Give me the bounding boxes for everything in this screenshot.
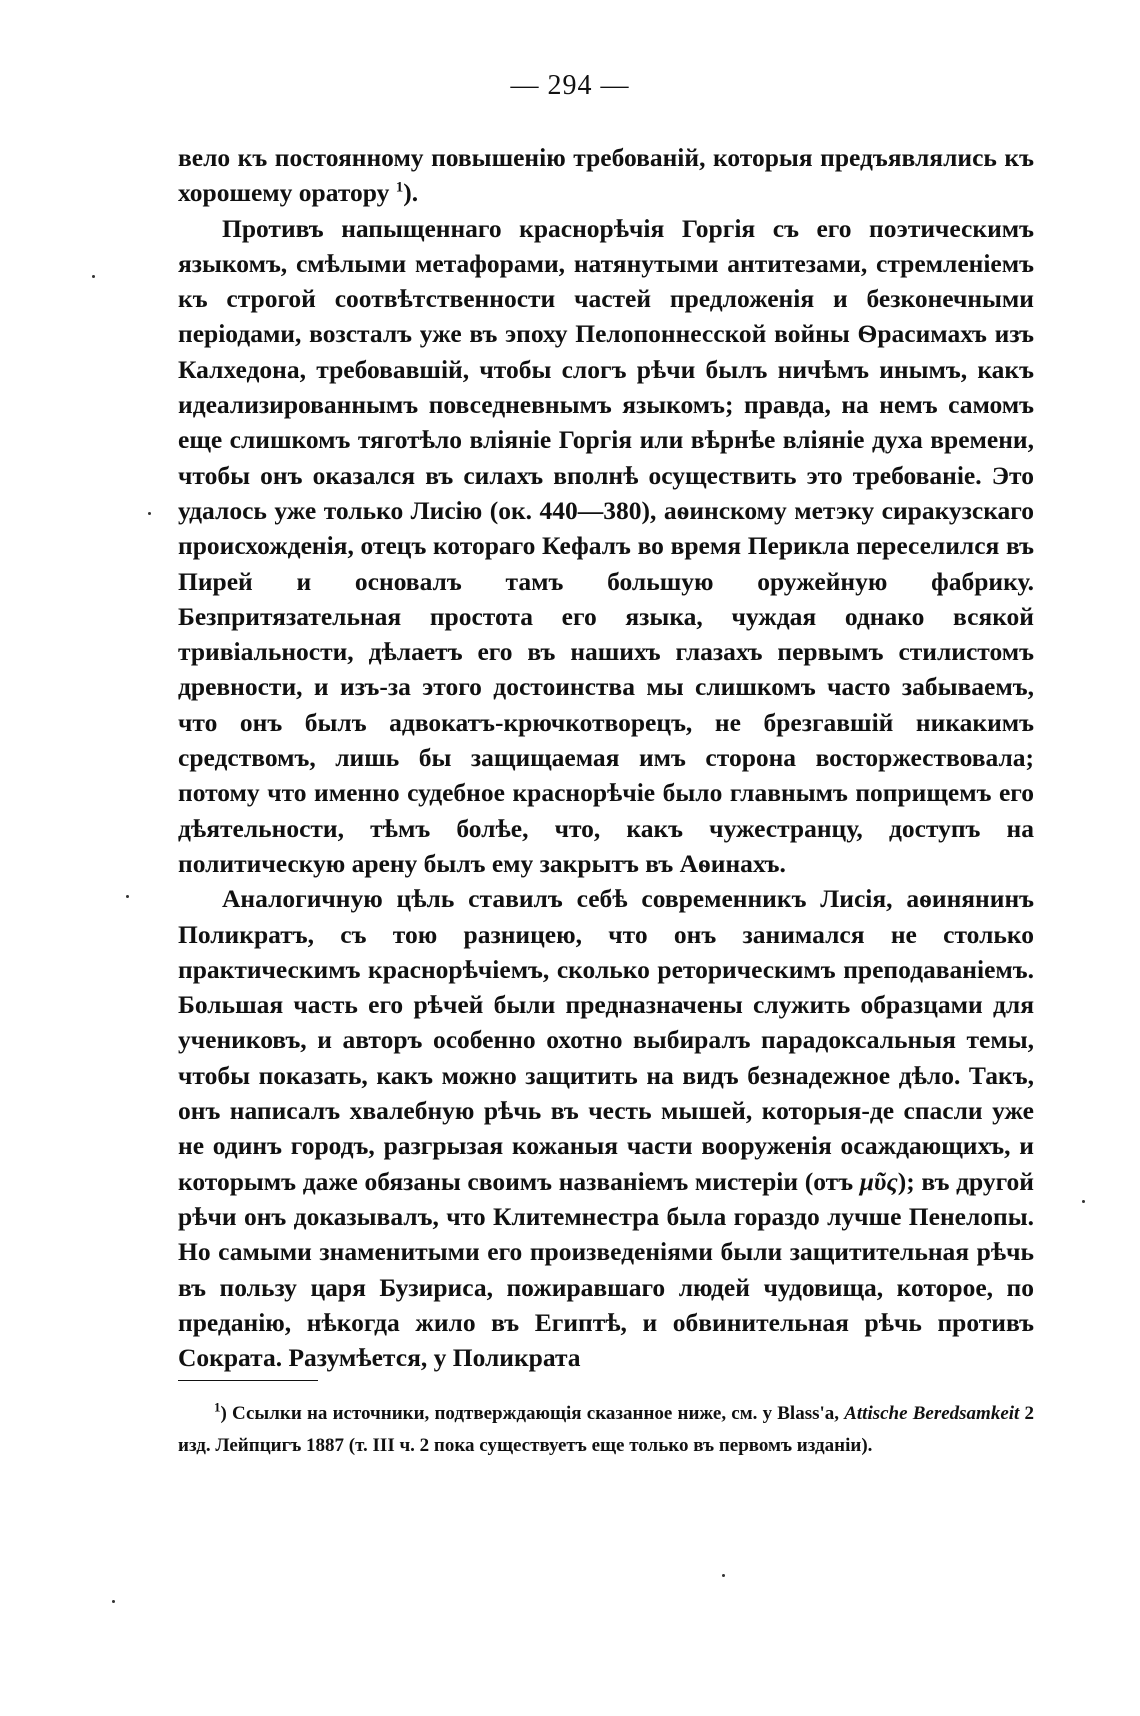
scan-speck	[1082, 1200, 1085, 1203]
paragraph-text: вело къ постоянному повышенію требованій, которыя предъявлялись къ хорошему оратору	[178, 143, 1034, 208]
paragraph-continued	[178, 140, 1034, 211]
paragraph-lysias	[178, 211, 1034, 882]
footnote-reference: 1	[395, 179, 404, 196]
footnote	[178, 1398, 1034, 1462]
footnote-text	[178, 1398, 1034, 1462]
footnote-text-before-title: ) Ссылки на источники, подтверждающія сказанное ниже, см. у Blass'а,	[220, 1403, 840, 1424]
paragraph-text: Противъ напыщеннаго краснорѣчія Горгія съ его поэтическимъ языкомъ, смѣлыми метафорами, натянутыми антитезами, стремленіемъ къ строгой соотвѣтственности частей предложенія и безконечными періодами, возсталъ уже въ эпоху Пелопоннесской войны Ѳрасимахъ изъ Калхедона, требовавшій, чтобы слогъ рѣчи былъ ничѣмъ инымъ, какъ идеализированнымъ повседневнымъ языкомъ; правда, на немъ самомъ еще слишкомъ тяготѣло вліяніе Горгія или вѣрнѣе вліяніе духа времени, чтобы онъ оказался въ силахъ вполнѣ осуществить это требованіе. Это удалось уже только Лисію (ок. 440—380), аѳинскому метэку сиракузскаго происхожденія, отецъ котораго Кефалъ во время Перикла переселился въ Пирей и основалъ тамъ большую оружейную фабрику. Безпритязательная простота его языка, чуждая однако всякой тривіальности, дѣлаетъ его въ нашихъ глазахъ первымъ стилистомъ древности, и изъ-за этого достоинства мы слишкомъ часто забываемъ, что онъ былъ адвокатъ-крючкотворецъ, не брезгавшій никакимъ средствомъ, лишь бы защищаемая имъ сторона восторжествовала; потому что именно судебное краснорѣчіе было главнымъ поприщемъ его дѣятельности, тѣмъ болѣе, что, какъ чужестранцу, доступъ на политическую арену былъ ему закрытъ въ Аѳинахъ.	[178, 213, 1034, 878]
paragraph-text: Аналогичную цѣль ставилъ себѣ современникъ Лисія, аѳинянинъ Поликратъ, съ тою разницею, что онъ занимался не столько практическимъ краснорѣчіемъ, сколько реторическимъ преподаваніемъ. Большая часть его рѣчей были предназначены служить образцами для учениковъ, и авторъ особенно охотно выбиралъ парадоксальныя темы, чтобы показать, какъ можно защитить на видъ безнадежное дѣло. Такъ, онъ написалъ хвалебную рѣчь въ честь мышей, которыя-де спасли уже не одинъ городъ, разгрызая кожаныя части вооруженія осаждающихъ, и которымъ даже обязаны своимъ названіемъ мистеріи (отъ	[178, 884, 1034, 1196]
footnote-book-title: Attische Beredsamkeit	[844, 1403, 1020, 1424]
scan-speck	[722, 1574, 725, 1577]
scan-speck	[112, 1600, 115, 1603]
scan-speck	[148, 512, 151, 515]
footnote-divider	[178, 1380, 318, 1381]
paragraph-tail: ).	[403, 178, 419, 208]
paragraph-text: ); въ другой рѣчи онъ доказывалъ, что Клитемнестра была гораздо лучше Пенелопы. Но самыми знаменитыми его произведеніями были защитительная рѣчь въ пользу царя Бузириса, пожиравшаго людей чудовища, которое, по преданію, нѣкогда жило въ Египтѣ, и обвинительная рѣчь противъ Сократа. Разумѣется, у Поликрата	[178, 1166, 1034, 1373]
greek-word: μῦς	[859, 1166, 898, 1196]
footnote-text-after-title: 2 изд. Лейпцигъ 1887 (т. III ч. 2 пока существуетъ еще только въ первомъ изданіи).	[178, 1403, 1035, 1456]
footnote-number: 1	[214, 1399, 221, 1415]
page-number: — 294 —	[510, 70, 630, 101]
paragraph-polycrates	[178, 881, 1034, 1375]
scan-speck	[92, 275, 95, 278]
body-text	[178, 140, 1034, 1375]
scan-speck	[126, 895, 129, 898]
